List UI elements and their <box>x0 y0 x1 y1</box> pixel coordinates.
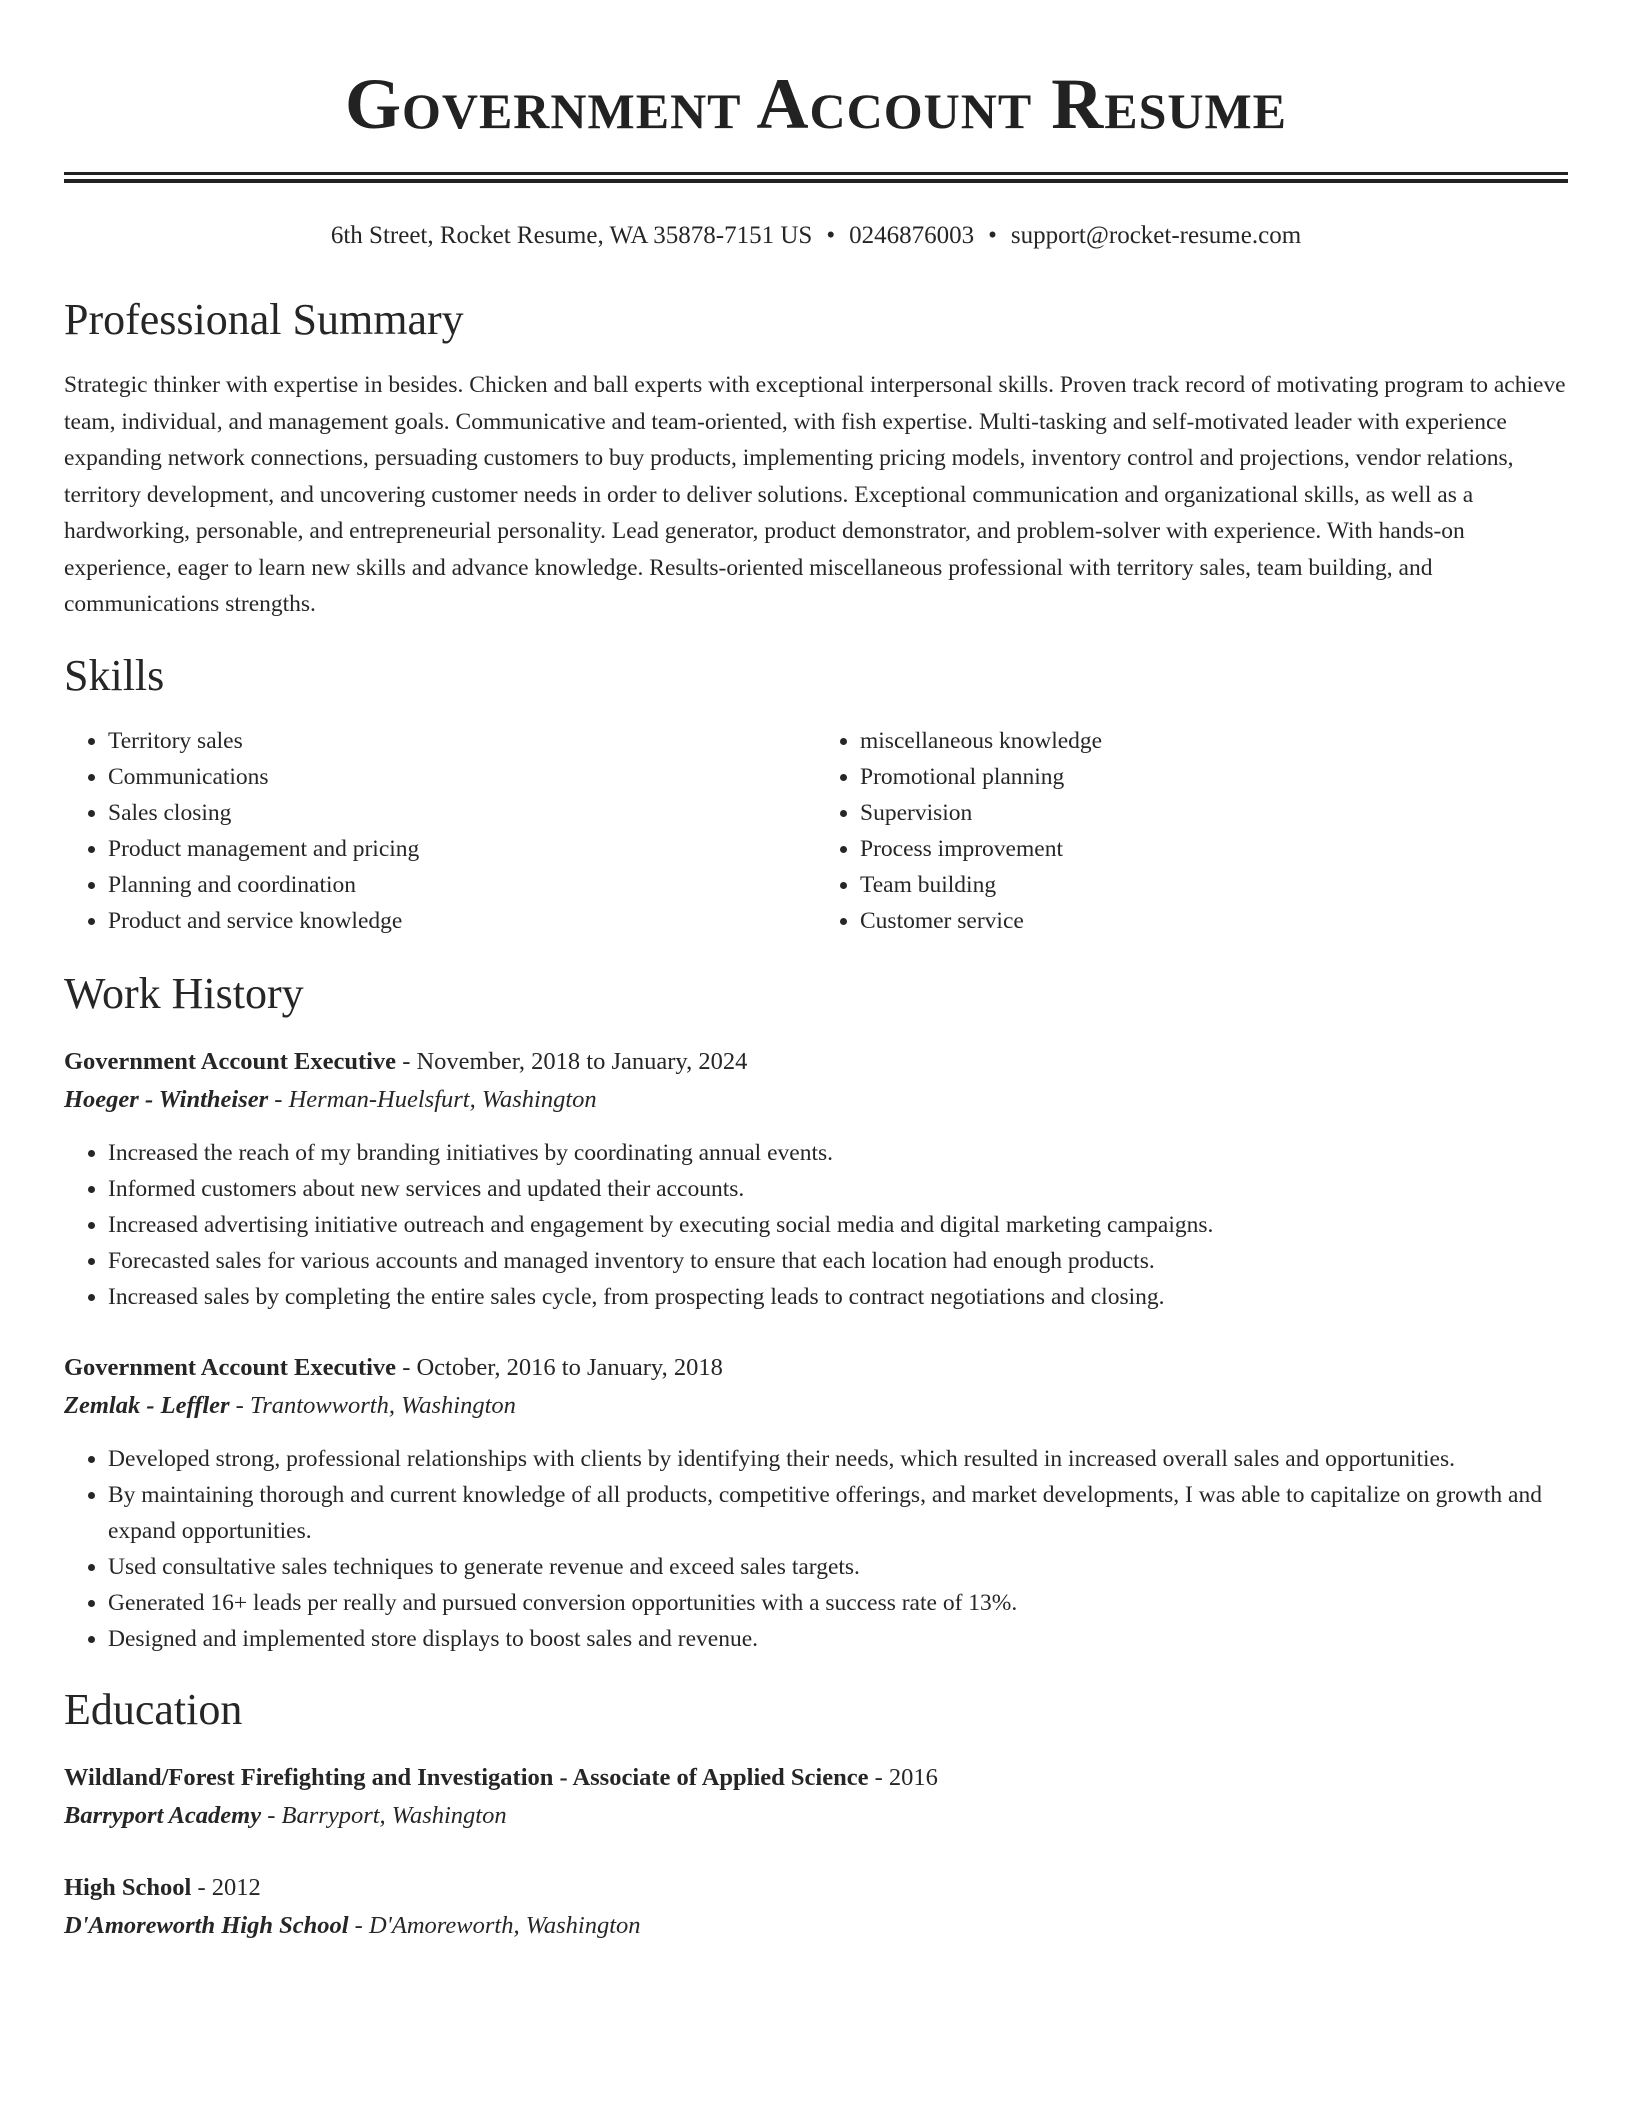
job-bullet: • Increased the reach of my branding initiatives by coordinating annual events. <box>108 1135 1568 1171</box>
contact-address: 6th Street, Rocket Resume, WA 35878-7151 US <box>330 222 813 249</box>
education-entry <box>64 1759 1568 1835</box>
resume-title: Government Account Resume <box>344 64 1288 144</box>
title-double-rule <box>64 172 1568 183</box>
job-bullet: • Generated 16+ leads per really and pursued conversion opportunities with a success rate of 13%. <box>108 1585 1568 1621</box>
job-bullet: • Informed customers about new services and updated their accounts. <box>108 1171 1568 1207</box>
job-company-line <box>64 1081 1568 1119</box>
dash: - <box>268 1085 289 1113</box>
degree-line <box>64 1759 1568 1797</box>
job-bullet: • Developed strong, professional relationships with clients by identifying their needs, which resulted in increased overall sales and opportunities. <box>108 1441 1568 1477</box>
skill-item: • Team building <box>860 867 1568 903</box>
skill-item: • Communications <box>108 759 816 795</box>
dash: - <box>261 1801 282 1829</box>
skill-item: • Product management and pricing <box>108 831 816 867</box>
school-name: Barryport Academy <box>64 1801 262 1829</box>
degree-name: Wildland/Forest Firefighting and Investigation - Associate of Applied Science <box>64 1763 869 1791</box>
skills-list-right <box>816 723 1568 939</box>
job-bullet: • Used consultative sales techniques to generate revenue and exceed sales targets. <box>108 1549 1568 1585</box>
skill-item: • Promotional planning <box>860 759 1568 795</box>
skill-item: • miscellaneous knowledge <box>860 723 1568 759</box>
skill-item: • Supervision <box>860 795 1568 831</box>
summary-heading: Professional Summary <box>64 295 464 344</box>
job-bullet: • Increased sales by completing the entire sales cycle, from prospecting leads to contract negotiations and closing. <box>108 1279 1568 1315</box>
job-dates: October, 2016 to January, 2018 <box>416 1353 723 1381</box>
degree-year: 2016 <box>888 1763 938 1791</box>
job-bullet: • By maintaining thorough and current knowledge of all products, competitive offerings, and market developments, I was able to capitalize on growth and expand opportunities. <box>108 1477 1568 1549</box>
work-history-heading: Work History <box>64 968 304 1018</box>
job-title: Government Account Executive <box>64 1353 397 1381</box>
contact-separator: • <box>826 222 836 249</box>
job-location: Herman-Huelsfurt, Washington <box>288 1085 597 1113</box>
education-heading: Education <box>64 1684 243 1734</box>
job-bullets <box>64 1135 1568 1315</box>
school-line <box>64 1797 1568 1835</box>
job-bullet: • Designed and implemented store displays to boost sales and revenue. <box>108 1621 1568 1657</box>
degree-name: High School <box>64 1873 192 1901</box>
skills-columns <box>64 723 1568 939</box>
dash: - <box>396 1353 417 1381</box>
education-entry <box>64 1869 1568 1945</box>
skills-heading: Skills <box>64 650 165 700</box>
skills-list-left <box>64 723 816 939</box>
skill-item: • Territory sales <box>108 723 816 759</box>
job-title-line <box>64 1043 1568 1081</box>
job-location: Trantowworth, Washington <box>249 1391 516 1419</box>
degree-line <box>64 1869 1568 1907</box>
school-location: D'Amoreworth, Washington <box>368 1911 641 1939</box>
job-dates: November, 2018 to January, 2024 <box>416 1047 748 1075</box>
job-title-line <box>64 1349 1568 1387</box>
school-name: D'Amoreworth High School <box>64 1911 349 1939</box>
school-line <box>64 1907 1568 1945</box>
skill-item: • Customer service <box>860 903 1568 939</box>
job-bullet: • Forecasted sales for various accounts and managed inventory to ensure that each location had enough products. <box>108 1243 1568 1279</box>
summary-text: Strategic thinker with expertise in besides. Chicken and ball experts with exceptional interpersonal skills. Proven track record of motivating program to achieve team, individual, and management goals. Communicative and team-oriented, with fish expertise. Multi-tasking and self-motivated leader with experience expanding network connections, persuading customers to buy products, implementing pricing models, inventory control and projections, vendor relations, territory development, and uncovering customer needs in order to deliver solutions. Exceptional communication and organizational skills, as well as a hardworking, personable, and entrepreneurial personality. Lead generator, product demonstrator, and problem-solver with experience. With hands-on experience, eager to learn new skills and advance knowledge. Results-oriented miscellaneous professional with territory sales, team building, and communications strengths. <box>64 372 1566 617</box>
job-title: Government Account Executive <box>64 1047 397 1075</box>
contact-separator: • <box>988 222 997 249</box>
job-company: Hoeger - Wintheiser <box>64 1085 269 1113</box>
degree-year: 2012 <box>211 1873 261 1901</box>
job-company: Zemlak - Leffler <box>64 1391 230 1419</box>
dash: - <box>348 1911 369 1939</box>
job-company-line <box>64 1387 1568 1425</box>
skill-item: • Process improvement <box>860 831 1568 867</box>
skill-item: • Sales closing <box>108 795 816 831</box>
school-location: Barryport, Washington <box>281 1801 507 1829</box>
contact-email: support@rocket-resume.com <box>1010 222 1302 249</box>
dash: - <box>229 1391 250 1419</box>
contact-phone: 0246876003 <box>849 222 975 249</box>
job-bullet: • Increased advertising initiative outreach and engagement by executing social media and digital marketing campaigns. <box>108 1207 1568 1243</box>
job-entry <box>64 1349 1568 1657</box>
job-entry <box>64 1043 1568 1315</box>
skill-item: • Planning and coordination <box>108 867 816 903</box>
job-bullets <box>64 1441 1568 1657</box>
contact-line <box>64 219 1568 253</box>
dash: - <box>191 1873 212 1901</box>
dash: - <box>396 1047 417 1075</box>
skill-item: • Product and service knowledge <box>108 903 816 939</box>
dash: - <box>868 1763 889 1791</box>
